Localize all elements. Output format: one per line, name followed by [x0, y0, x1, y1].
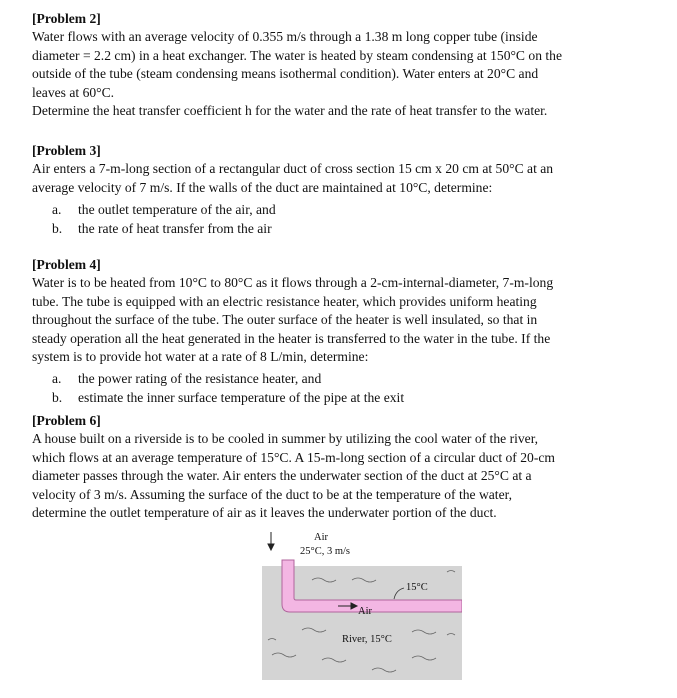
inlet-arrow	[268, 532, 274, 550]
problem-6-line: velocity of 3 m/s. Assuming the surface of the duct to be at the temperature of the water,	[32, 486, 512, 502]
problem-3	[32, 142, 553, 238]
river-duct-diagram	[262, 530, 462, 680]
problem-4-list	[32, 370, 553, 407]
problem-2-title: [Problem 2]	[32, 11, 101, 26]
problem-2-line: Determine the heat transfer coefficient h for the water and the rate of heat transfer to the water.	[32, 103, 548, 119]
problem-2	[32, 10, 562, 120]
problem-6-line: diameter passes through the water. Air enters the underwater section of the duct at 25°C at a	[32, 468, 532, 484]
list-item	[32, 389, 553, 407]
problem-6	[32, 412, 555, 522]
list-text: estimate the inner surface temperature of the pipe at the exit	[78, 389, 405, 405]
problem-4-title: [Problem 4]	[32, 257, 101, 272]
problem-4-line: throughout the surface of the tube. The outer surface of the heater is well insulated, so that in	[32, 312, 538, 328]
inlet-conditions-label: 25°C, 3 m/s	[300, 546, 350, 557]
problem-6-line: A house built on a riverside is to be cooled in summer by utilizing the cool water of the river,	[32, 431, 539, 447]
problem-3-list	[32, 201, 553, 238]
problem-4-line: steady operation all the heat generated in the heater is transferred to the water in the tube. If the	[32, 330, 551, 346]
problem-2-line: diameter = 2.2 cm) in a heat exchanger. The water is heated by steam condensing at 150°C on the	[32, 47, 562, 63]
problem-4-line: system is to provide hot water at a rate of 8 L/min, determine:	[32, 349, 369, 365]
list-item	[32, 220, 553, 238]
problem-4-line: Water is to be heated from 10°C to 80°C as it flows through a 2-cm-internal-diameter, 7-m-long	[32, 275, 554, 291]
list-marker: b.	[52, 220, 63, 236]
problem-4-line: tube. The tube is equipped with an electric resistance heater, which provides uniform heating	[32, 293, 537, 309]
list-text: the power rating of the resistance heater, and	[78, 371, 322, 387]
problem-6-title: [Problem 6]	[32, 413, 101, 428]
problem-2-line: leaves at 60°C.	[32, 84, 115, 100]
list-marker: b.	[52, 389, 63, 405]
water-temp-label: 15°C	[406, 582, 428, 593]
flow-label: Air	[358, 606, 372, 617]
river-duct-figure	[262, 530, 462, 680]
problem-2-line: Water flows with an average velocity of 0.355 m/s through a 1.38 m long copper tube (inside	[32, 29, 538, 45]
problem-3-title: [Problem 3]	[32, 143, 101, 158]
list-text: the rate of heat transfer from the air	[78, 220, 272, 236]
air-label: Air	[314, 532, 328, 543]
problem-4	[32, 256, 553, 407]
list-marker: a.	[52, 371, 62, 387]
problem-6-line: determine the outlet temperature of air as it leaves the underwater portion of the duct.	[32, 505, 497, 521]
problem-6-line: which flows at an average temperature of 15°C. A 15-m-long section of a circular duct of 20-cm	[32, 449, 555, 465]
problem-2-line: outside of the tube (steam condensing means isothermal condition). Water enters at 20°C and	[32, 66, 539, 82]
list-item	[32, 201, 553, 219]
river-label: River, 15°C	[342, 634, 392, 645]
list-item	[32, 370, 553, 388]
list-marker: a.	[52, 202, 62, 218]
problem-3-line: Air enters a 7-m-long section of a rectangular duct of cross section 15 cm x 20 cm at 50°C at an	[32, 161, 554, 177]
list-text: the outlet temperature of the air, and	[78, 202, 276, 218]
problem-3-line: average velocity of 7 m/s. If the walls of the duct are maintained at 10°C, determine:	[32, 179, 493, 195]
